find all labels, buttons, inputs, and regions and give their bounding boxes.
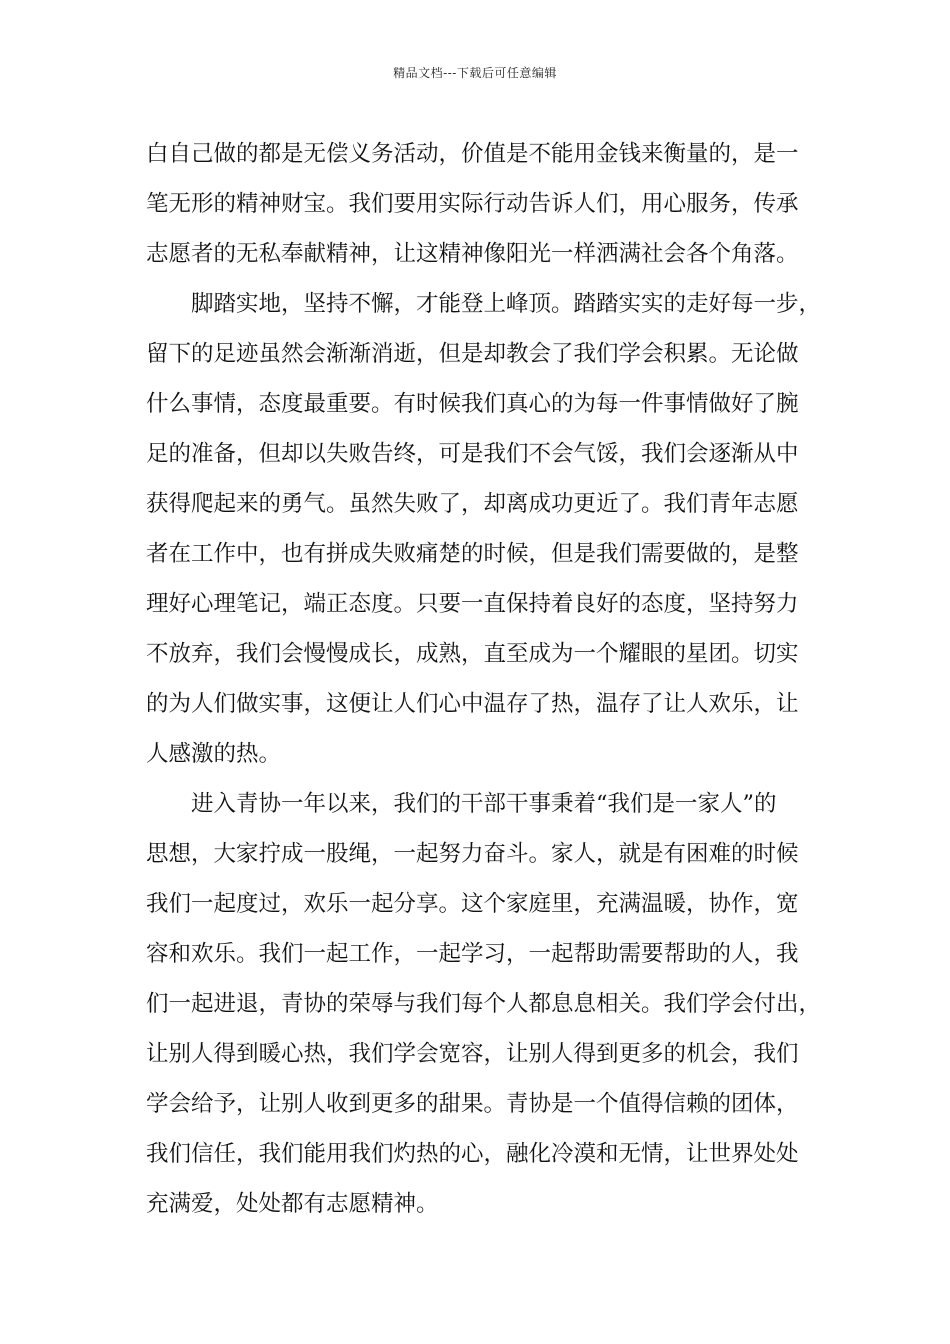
text-line: 的为人们做实事，这便让人们心中温存了热，温存了让人欢乐，让 [146,691,799,717]
document-body [146,129,826,1229]
text-line: 笔无形的精神财宝。我们要用实际行动告诉人们，用心服务，传承 [146,191,799,217]
text-line: 充满爱，处处都有志愿精神。 [146,1191,439,1217]
text-line: 足的准备，但却以失败告终，可是我们不会气馁，我们会逐渐从中 [146,441,799,467]
text-line: 获得爬起来的勇气。虽然失败了，却离成功更近了。我们青年志愿 [146,491,799,517]
text-line: 们一起进退，青协的荣辱与我们每个人都息息相关。我们学会付出， [146,991,822,1017]
paragraph-1 [146,129,826,279]
text-line: 志愿者的无私奉献精神，让这精神像阳光一样洒满社会各个角落。 [146,241,799,267]
text-line: 理好心理笔记，端正态度。只要一直保持着良好的态度，坚持努力 [146,591,799,617]
text-line: 白自己做的都是无偿义务活动，价值是不能用金钱来衡量的，是一 [146,141,799,167]
text-line: 留下的足迹虽然会渐渐消逝，但是却教会了我们学会积累。无论做 [146,341,799,367]
text-line: 者在工作中，也有拼成失败痛楚的时候，但是我们需要做的，是整 [146,541,799,567]
text-line: 让别人得到暖心热，我们学会宽容，让别人得到更多的机会，我们 [146,1041,799,1067]
text-line: 脚踏实地，坚持不懈，才能登上峰顶。踏踏实实的走好每一步， [191,291,822,317]
text-line: 进入青协一年以来，我们的干部干事秉着“我们是一家人”的 [191,791,777,817]
text-line: 人感激的热。 [146,741,282,767]
paragraph-3 [146,779,826,1229]
text-line: 什么事情，态度最重要。有时候我们真心的为每一件事情做好了腕 [146,391,799,417]
text-line: 学会给予，让别人收到更多的甜果。青协是一个值得信赖的团体， [146,1091,799,1117]
text-line: 思想，大家拧成一股绳，一起努力奋斗。家人，就是有困难的时候 [146,841,799,867]
text-line: 我们信任，我们能用我们灼热的心，融化冷漠和无情，让世界处处 [146,1141,799,1167]
text-line: 不放弃，我们会慢慢成长，成熟，直至成为一个耀眼的星团。切实 [146,641,799,667]
page-header: 精品文档---下载后可任意编辑 [393,66,557,80]
text-line: 我们一起度过，欢乐一起分享。这个家庭里，充满温暖，协作，宽 [146,891,799,917]
text-line: 容和欢乐。我们一起工作，一起学习，一起帮助需要帮助的人，我 [146,941,799,967]
paragraph-2 [146,279,826,779]
